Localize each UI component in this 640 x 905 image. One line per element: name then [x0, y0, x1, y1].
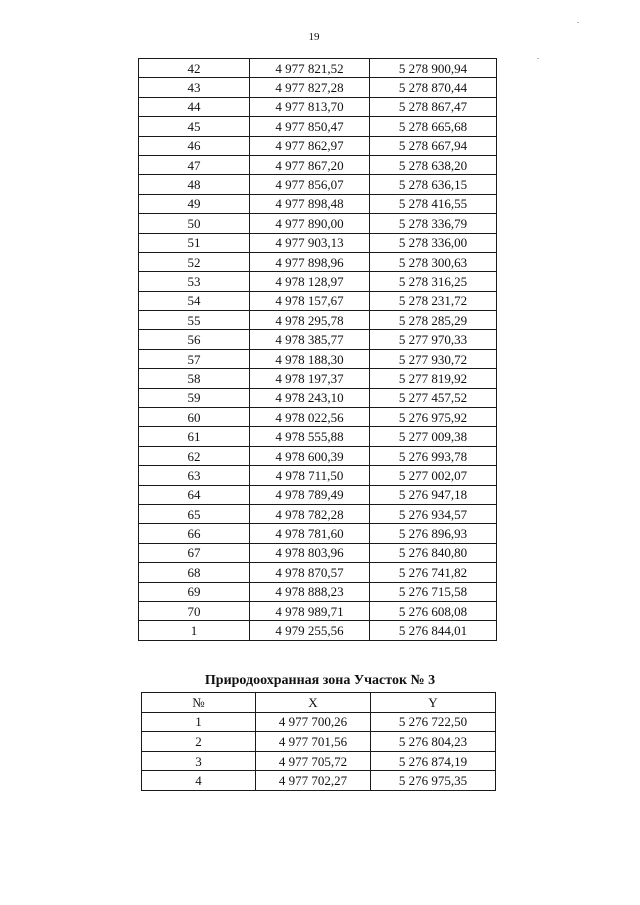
- table-row: [139, 78, 497, 97]
- table-row: [139, 233, 497, 252]
- cell-number: 47: [139, 155, 250, 174]
- cell-y: 5 276 975,35: [371, 771, 496, 791]
- zone-table-body: [142, 712, 496, 790]
- cell-x: 4 977 705,72: [256, 751, 371, 771]
- scan-speck: [577, 22, 579, 23]
- table-row: [142, 751, 496, 771]
- table-row: [139, 175, 497, 194]
- cell-number: 1: [142, 712, 256, 732]
- cell-y: 5 277 819,92: [370, 369, 497, 388]
- cell-number: 3: [142, 751, 256, 771]
- cell-y: 5 278 336,00: [370, 233, 497, 252]
- section-title: Природоохранная зона Участок № 3: [204, 673, 436, 688]
- cell-x: 4 978 600,39: [250, 446, 370, 465]
- cell-x: 4 978 781,60: [250, 524, 370, 543]
- cell-x: 4 978 782,28: [250, 504, 370, 523]
- cell-number: 1: [139, 621, 250, 640]
- cell-y: 5 278 667,94: [370, 136, 497, 155]
- cell-y: 5 277 002,07: [370, 466, 497, 485]
- cell-x: 4 978 295,78: [250, 311, 370, 330]
- zone-coordinates-table: [141, 692, 496, 791]
- cell-x: 4 978 243,10: [250, 388, 370, 407]
- table-row: [139, 427, 497, 446]
- cell-number: 70: [139, 601, 250, 620]
- table-row: [139, 97, 497, 116]
- cell-number: 49: [139, 194, 250, 213]
- cell-y: 5 276 947,18: [370, 485, 497, 504]
- cell-x: 4 978 022,56: [250, 408, 370, 427]
- table-row: [139, 485, 497, 504]
- cell-number: 52: [139, 252, 250, 271]
- zone-table-header: [142, 693, 496, 713]
- header-y: Y: [371, 693, 496, 713]
- cell-y: 5 277 930,72: [370, 349, 497, 368]
- cell-y: 5 276 722,50: [371, 712, 496, 732]
- cell-x: 4 977 898,96: [250, 252, 370, 271]
- table-row: [139, 272, 497, 291]
- table-row: [139, 563, 497, 582]
- cell-number: 60: [139, 408, 250, 427]
- header-row: [142, 693, 496, 713]
- cell-y: 5 278 416,55: [370, 194, 497, 213]
- table-row: [139, 601, 497, 620]
- table-row: [139, 155, 497, 174]
- cell-x: 4 978 803,96: [250, 543, 370, 562]
- cell-x: 4 977 821,52: [250, 59, 370, 78]
- table-row: [139, 59, 497, 78]
- cell-y: 5 278 285,29: [370, 311, 497, 330]
- cell-number: 51: [139, 233, 250, 252]
- header-x: X: [256, 693, 371, 713]
- cell-number: 61: [139, 427, 250, 446]
- cell-y: 5 277 970,33: [370, 330, 497, 349]
- cell-x: 4 977 827,28: [250, 78, 370, 97]
- coordinates-table: [138, 58, 497, 641]
- cell-number: 44: [139, 97, 250, 116]
- cell-number: 68: [139, 563, 250, 582]
- table-row: [139, 543, 497, 562]
- cell-y: 5 278 665,68: [370, 117, 497, 136]
- cell-y: 5 278 900,94: [370, 59, 497, 78]
- table-row: [139, 582, 497, 601]
- cell-number: 63: [139, 466, 250, 485]
- cell-x: 4 978 197,37: [250, 369, 370, 388]
- cell-number: 58: [139, 369, 250, 388]
- table-row: [139, 504, 497, 523]
- table-row: [139, 117, 497, 136]
- cell-y: 5 276 741,82: [370, 563, 497, 582]
- cell-x: 4 977 856,07: [250, 175, 370, 194]
- cell-y: 5 278 870,44: [370, 78, 497, 97]
- cell-y: 5 277 457,52: [370, 388, 497, 407]
- cell-x: 4 977 890,00: [250, 214, 370, 233]
- table-row: [139, 136, 497, 155]
- table-row: [139, 349, 497, 368]
- table-row: [139, 466, 497, 485]
- cell-number: 2: [142, 732, 256, 752]
- table-row: [139, 621, 497, 640]
- cell-number: 59: [139, 388, 250, 407]
- cell-x: 4 979 255,56: [250, 621, 370, 640]
- cell-x: 4 977 903,13: [250, 233, 370, 252]
- cell-y: 5 276 993,78: [370, 446, 497, 465]
- cell-x: 4 977 702,27: [256, 771, 371, 791]
- cell-number: 66: [139, 524, 250, 543]
- table-row: [139, 194, 497, 213]
- cell-y: 5 276 844,01: [370, 621, 497, 640]
- table-row: [139, 214, 497, 233]
- table-row: [139, 252, 497, 271]
- cell-y: 5 276 874,19: [371, 751, 496, 771]
- cell-number: 46: [139, 136, 250, 155]
- table-row: [139, 369, 497, 388]
- cell-number: 67: [139, 543, 250, 562]
- cell-x: 4 977 867,20: [250, 155, 370, 174]
- cell-number: 53: [139, 272, 250, 291]
- cell-x: 4 978 555,88: [250, 427, 370, 446]
- cell-x: 4 978 789,49: [250, 485, 370, 504]
- cell-y: 5 278 867,47: [370, 97, 497, 116]
- cell-x: 4 978 711,50: [250, 466, 370, 485]
- table-row: [142, 732, 496, 752]
- cell-number: 45: [139, 117, 250, 136]
- cell-x: 4 977 862,97: [250, 136, 370, 155]
- cell-y: 5 278 638,20: [370, 155, 497, 174]
- cell-number: 56: [139, 330, 250, 349]
- cell-y: 5 276 934,57: [370, 504, 497, 523]
- cell-number: 54: [139, 291, 250, 310]
- table-row: [139, 408, 497, 427]
- cell-x: 4 978 989,71: [250, 601, 370, 620]
- table-row: [142, 712, 496, 732]
- cell-y: 5 276 975,92: [370, 408, 497, 427]
- cell-number: 43: [139, 78, 250, 97]
- cell-x: 4 978 188,30: [250, 349, 370, 368]
- coordinates-table-body: [139, 59, 497, 641]
- cell-number: 62: [139, 446, 250, 465]
- cell-y: 5 278 300,63: [370, 252, 497, 271]
- table-row: [139, 524, 497, 543]
- cell-y: 5 278 636,15: [370, 175, 497, 194]
- cell-number: 48: [139, 175, 250, 194]
- cell-y: 5 276 840,80: [370, 543, 497, 562]
- table-row: [139, 446, 497, 465]
- table-row: [139, 388, 497, 407]
- cell-number: 4: [142, 771, 256, 791]
- cell-x: 4 977 700,26: [256, 712, 371, 732]
- cell-number: 55: [139, 311, 250, 330]
- cell-number: 64: [139, 485, 250, 504]
- cell-x: 4 978 870,57: [250, 563, 370, 582]
- cell-x: 4 977 850,47: [250, 117, 370, 136]
- table-row: [139, 311, 497, 330]
- cell-number: 65: [139, 504, 250, 523]
- scan-speck: [537, 58, 539, 59]
- cell-x: 4 978 888,23: [250, 582, 370, 601]
- cell-x: 4 977 813,70: [250, 97, 370, 116]
- cell-y: 5 278 316,25: [370, 272, 497, 291]
- cell-y: 5 276 804,23: [371, 732, 496, 752]
- cell-y: 5 276 715,58: [370, 582, 497, 601]
- cell-x: 4 978 157,67: [250, 291, 370, 310]
- table-row: [139, 330, 497, 349]
- cell-y: 5 278 231,72: [370, 291, 497, 310]
- header-number: №: [142, 693, 256, 713]
- cell-y: 5 278 336,79: [370, 214, 497, 233]
- cell-x: 4 978 128,97: [250, 272, 370, 291]
- cell-y: 5 276 896,93: [370, 524, 497, 543]
- cell-x: 4 978 385,77: [250, 330, 370, 349]
- table-row: [139, 291, 497, 310]
- cell-number: 57: [139, 349, 250, 368]
- cell-x: 4 977 898,48: [250, 194, 370, 213]
- cell-x: 4 977 701,56: [256, 732, 371, 752]
- cell-number: 42: [139, 59, 250, 78]
- cell-number: 69: [139, 582, 250, 601]
- page-number: 19: [308, 31, 320, 43]
- cell-y: 5 276 608,08: [370, 601, 497, 620]
- cell-y: 5 277 009,38: [370, 427, 497, 446]
- cell-number: 50: [139, 214, 250, 233]
- table-row: [142, 771, 496, 791]
